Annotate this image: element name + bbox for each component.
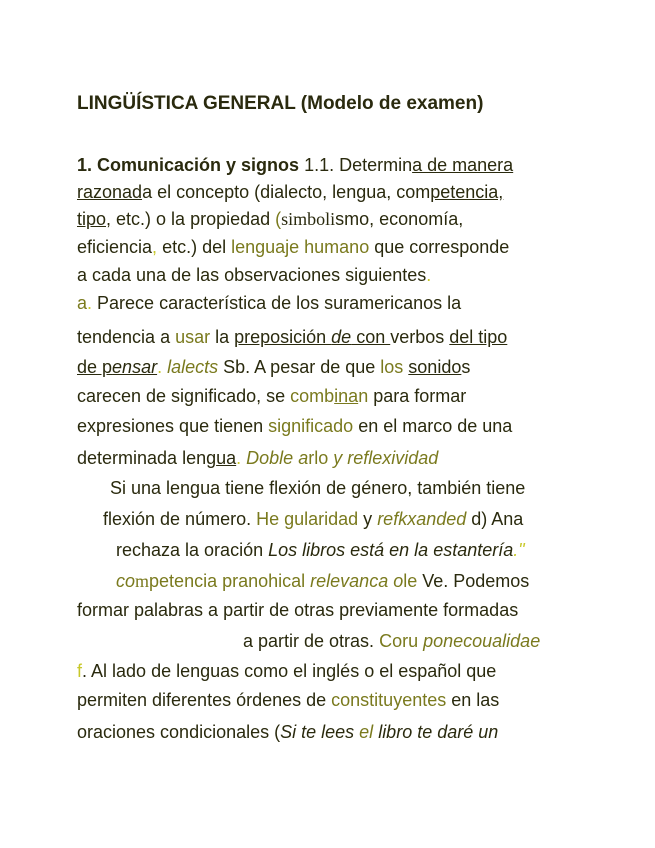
text-run: determinada leng xyxy=(77,448,217,468)
text-run: lenguaje humano xyxy=(231,237,370,257)
text-line-16 xyxy=(77,599,518,621)
text-run: . xyxy=(157,357,163,377)
text-run: f xyxy=(77,661,83,681)
text-run: oraciones condicionales ( xyxy=(77,722,281,742)
text-run: Si una lengua tiene flexión de género, también tiene xyxy=(110,478,526,498)
text-line-4 xyxy=(77,236,509,258)
text-line-14 xyxy=(116,539,525,561)
text-run: verbos xyxy=(390,327,450,347)
text-run: 1.1. Determin xyxy=(304,155,413,175)
text-run: de p xyxy=(77,357,113,377)
text-run: ( xyxy=(275,209,282,229)
text-run: de xyxy=(331,327,352,347)
text-run: con xyxy=(351,327,391,347)
text-run: Parece característica de los suramericanos la xyxy=(97,293,462,313)
text-run: . xyxy=(87,293,98,313)
text-run: en las xyxy=(446,690,500,710)
text-run: la xyxy=(210,327,235,347)
text-run: ensar xyxy=(112,357,158,377)
text-run: que corresponde xyxy=(369,237,510,257)
text-run: a partir de otras. xyxy=(243,631,380,651)
text-line-18 xyxy=(77,660,496,682)
text-line-9 xyxy=(77,385,466,407)
text-run: . xyxy=(426,265,432,285)
text-run: a el concepto (dialecto, lengua, com xyxy=(142,182,431,202)
text-run: smo, economía, xyxy=(335,209,464,229)
text-run: y xyxy=(358,509,378,529)
text-line-7 xyxy=(77,326,507,348)
text-run: Si te lees xyxy=(280,722,360,742)
text-run: relevanca o xyxy=(310,571,404,591)
text-run: etc.) o la propiedad xyxy=(111,209,276,229)
text-run: le xyxy=(403,571,418,591)
text-line-6 xyxy=(77,292,461,314)
text-run: etc.) del xyxy=(157,237,232,257)
text-line-2 xyxy=(77,181,503,203)
text-run: eficiencia xyxy=(77,237,153,257)
text-run: petencia, xyxy=(430,182,504,202)
text-run: significado xyxy=(268,416,354,436)
text-line-13 xyxy=(103,508,523,530)
text-run: y reflexividad xyxy=(333,448,439,468)
text-run: lalects xyxy=(167,357,219,377)
text-line-19 xyxy=(77,689,499,711)
text-run: los xyxy=(380,357,404,377)
text-run: co xyxy=(116,571,136,591)
text-run: en el marco de una xyxy=(353,416,513,436)
text-run: permiten diferentes órdenes de xyxy=(77,690,332,710)
text-run: preposición xyxy=(234,327,332,347)
text-run: He xyxy=(256,509,285,529)
text-run: s xyxy=(461,357,471,377)
text-run: petencia pranohical xyxy=(149,571,311,591)
text-run: usar xyxy=(175,327,211,347)
text-line-11 xyxy=(77,447,438,469)
text-run: a cada una de las observaciones siguientes xyxy=(77,265,427,285)
text-run: constituyentes xyxy=(331,690,447,710)
text-run: . Al lado de lenguas como el inglés o el español que xyxy=(82,661,497,681)
text-run: tipo, xyxy=(77,209,112,229)
text-run: . xyxy=(236,448,247,468)
text-run: expresiones que tienen xyxy=(77,416,269,436)
text-run: ina xyxy=(334,386,359,406)
text-run: a xyxy=(77,293,88,313)
text-run: , xyxy=(152,237,158,257)
text-run: tendencia a xyxy=(77,327,176,347)
text-run: simboli xyxy=(281,209,336,229)
text-run: a de manera xyxy=(412,155,514,175)
text-run: n xyxy=(358,386,369,406)
text-line-20 xyxy=(77,721,498,743)
text-run: razonad xyxy=(77,182,143,202)
text-line-12 xyxy=(110,477,525,499)
document-title: LINGÜÍSTICA GENERAL (Modelo de examen) xyxy=(77,93,484,114)
text-line-15 xyxy=(116,570,529,592)
text-run: carecen de significado, se xyxy=(77,386,291,406)
text-line-5 xyxy=(77,264,431,286)
text-line-10 xyxy=(77,415,512,437)
text-run: libro te daré un xyxy=(373,722,499,742)
text-run: flexión de número. xyxy=(103,509,257,529)
text-run: formar palabras a partir de otras previamente formadas xyxy=(77,600,519,620)
text-line-3 xyxy=(77,208,463,230)
text-run: refkxanded xyxy=(377,509,467,529)
text-run: m xyxy=(135,571,150,591)
text-run: d) Ana xyxy=(466,509,524,529)
text-run: Doble a xyxy=(246,448,309,468)
text-line-17 xyxy=(243,630,540,652)
text-run: para formar xyxy=(368,386,467,406)
text-run: rlo xyxy=(308,448,329,468)
text-run: Ve. Podemos xyxy=(417,571,530,591)
text-line-1 xyxy=(77,154,513,176)
text-run: gularidad xyxy=(284,509,359,529)
section-heading: 1. Comunicación y signos xyxy=(77,155,300,175)
text-run: ." xyxy=(513,540,525,560)
text-run: rechaza la oración xyxy=(116,540,269,560)
text-run: del tipo xyxy=(449,327,508,347)
text-run: lidae xyxy=(502,631,541,651)
text-run: el xyxy=(359,722,374,742)
text-run: comb xyxy=(290,386,335,406)
text-run: Sb. A pesar de que xyxy=(218,357,381,377)
text-run: ua xyxy=(216,448,237,468)
text-line-8 xyxy=(77,356,470,378)
text-run: Coru xyxy=(379,631,424,651)
text-run: sonido xyxy=(408,357,462,377)
text-run: ponecoua xyxy=(423,631,503,651)
text-run: Los libros está en la estantería xyxy=(268,540,514,560)
